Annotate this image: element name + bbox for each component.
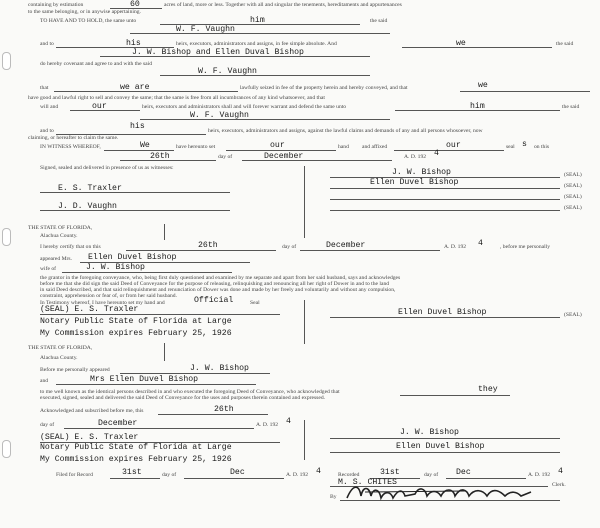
clerk-name: M. S. CHITES [338,478,397,487]
deputy-clerk-handwritten-signature [345,482,535,504]
ack-signature-2: Ellen Duvel Bishop [396,442,485,451]
witness-month: December [264,152,304,161]
dower-signature: Ellen Duvel Bishop [398,308,487,317]
line-appertaining: to the same belonging, or in anywise appertaining. [28,9,141,15]
witness-year: 4 [434,149,439,158]
notary-seal-1: (SEAL) E. S. Traxler [40,305,139,314]
filed-month: Dec [230,468,245,477]
witness-2-name: J. D. Vaughn [58,202,117,211]
notary-title-1: Notary Public State of Florida at Large [40,317,232,326]
notary-commission-1: My Commission expires February 25, 1926 [40,329,232,338]
ack-signature-1: J. W. Bishop [400,428,459,437]
filed-day: 31st [122,468,142,477]
grantee-name: W. F. Vaughn [176,25,235,34]
state-heading-2: THE STATE OF FLORIDA, [28,345,93,351]
binder-hole [2,228,11,246]
line-estimation: containing by estimation [28,2,84,8]
grantors-names: J. W. Bishop and Ellen Duval Bishop [132,48,304,57]
binder-hole [2,440,11,458]
state-heading: THE STATE OF FLORIDA, [28,225,93,231]
notary-seal-2: (SEAL) E. S. Traxler [40,433,139,442]
notary-commission-2: My Commission expires February 25, 1926 [40,455,232,464]
grantor-signature-1: J. W. Bishop [392,168,451,177]
grantee-him: him [250,16,265,25]
line-acres: acres of land, more or less. Together with all and singular the tenements, hereditaments and appurtenances [164,2,402,8]
witness-1-name: E. S. Traxler [58,184,122,193]
recorded-month: Dec [456,468,471,477]
witness-day: 26th [150,152,170,161]
recorded-day: 31st [380,468,400,477]
dower-appeared-name: Ellen Duvel Bishop [88,253,177,262]
binder-hole [2,52,11,70]
habendum-clause: TO HAVE AND TO HOLD, the same unto [40,18,137,24]
acres-value: 60 [130,0,140,9]
notary-title-2: Notary Public State of Florida at Large [40,443,232,452]
deed-page: containing by estimation 60 acres of land, more or less. Together with all and singular the tenements, hereditaments and appurtenances to the same belonging, or in anywise appertaining. TO HAVE AND TO HOLD, the same unto him the said W. F. Vaughn and to his heirs, executors, administrators and assigns, in fee simple absolute. And we the said J. W. Bishop and Ellen Duval Bishop do hereby covenant and agree to and with the said W. F. Vaughn that we are lawfully seized in fee of the property herein and hereby conveyed, and that we have good and lawful right to sell and convey the same; that the same is free from all incumbrances of any kind whatsoever, and that will and our heirs, executors and administrators shall and will forever warrant and defend the same unto him the said W. F. Vaughn and to his heirs, executors, administrators and assigns, against the lawful claims and demands of any and all persons whosoever, now claiming, or hereafter to claim the same. IN WITNESS WHEREOF, We have hereunto set our hand and affixed our seal s on this 26th day of December A. D. 192 4 Signed, sealed and delivered in presence of us as witnesses: J. W. Bishop (SEAL) Ellen Duvel Bishop (SEAL) (SEAL) (SEAL) E. S. Traxler J. D. Vaughn THE STATE OF FLORIDA, Alachua County. I hereby certify that on this 26th day of December A. D. 192 4 , before me personally appeared Mrs. Ellen Duvel Bishop wife of J. W. Bishop the grantor in the foregoing conveyance, who, being first duly questioned and examined by me separate and apart from her said husband, says and acknowledges before me that she did sign the said Deed of Conveyance for the purpose of releasing, relinquishing and renouncing all her right of Dower in and to the land in said Deed described, and that said relinquishment and renunciation of Dower was done and made by her freely and voluntarily and without any compulsion, constraint, apprehension or fear of, or from her said husband. In Testimony whereof, I have hereunto set my hand and Official Seal (SEAL) E. S. Traxler Notary Public State of Florida at Large My Commission expires February 25, 1926 Ellen Duvel Bishop (SEAL) THE STATE OF FLORIDA, Alachua County. Before me personally appeared J. W. Bishop and Mrs Ellen Duvel Bishop to me well known as the identical persons described in and who executed the foregoing Deed of Conveyance, who acknowledged that they executed, signed, sealed and delivered the said Deed of Conveyance for the uses and purposes therein contained and expressed. Acknowledged and subscribed before me, this 26th day of December A. D. 192 4 (SEAL) E. S. Traxler Notary Public State of Florida at Large My Commission expires February 25, 1926 J. W. Bishop Ellen Duvel Bishop Filed for Record 31st day of Dec A. D. 192 4 Recorded 31st day of Dec A. D. 192 4 M. S. CHITES Clerk. By [0,0,600,528]
witness-clause: IN WITNESS WHEREOF, [40,144,101,150]
grantor-signature-2: Ellen Duvel Bishop [370,178,459,187]
